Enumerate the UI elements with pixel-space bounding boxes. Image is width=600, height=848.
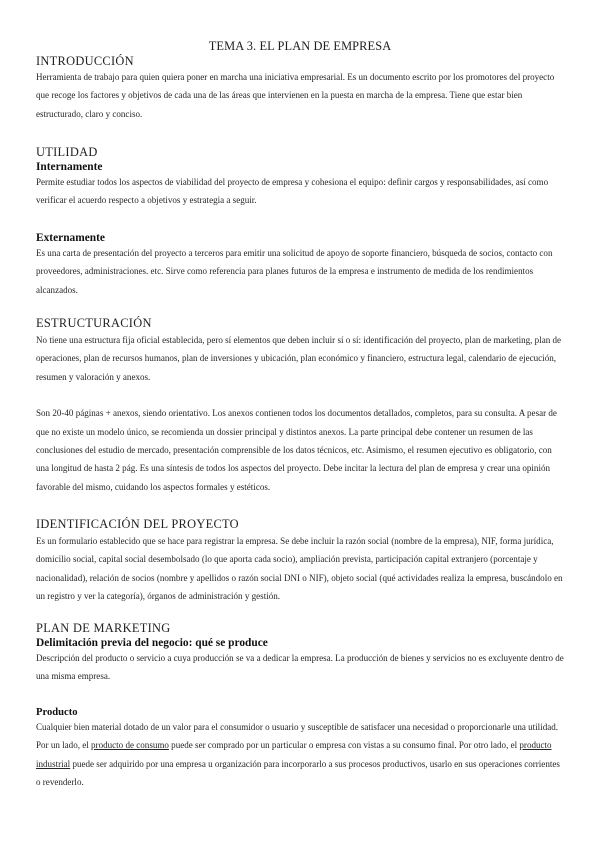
paragraph-introduccion: Herramienta de trabajo para quien quiera poner en marcha una iniciativa empresarial. Es un documento escrito por los promotores del proyecto que recoge los factores y objetivos de cada una de las áreas que intervienen en la puesta en marcha de la empresa. Tiene que estar bien estructurado, claro y conciso.	[36, 72, 555, 119]
paragraph-internamente: Permite estudiar todos los aspectos de viabilidad del proyecto de empresa y cohesiona el equipo: definir cargos y responsabilidades, así como verificar el acuerdo respecto a objetivos y estrategia a seguir.	[36, 177, 549, 206]
section-identificacion	[36, 517, 566, 606]
heading-externamente: Externamente	[36, 232, 105, 244]
heading-utilidad: UTILIDAD	[36, 145, 98, 159]
producto-text-c: puede ser adquirido por una empresa u organización para incorporarlo a sus procesos productivos, usarlo en sus operaciones corrientes o revenderlo.	[36, 758, 560, 788]
section-marketing	[36, 621, 566, 686]
heading-marketing: PLAN DE MARKETING	[36, 621, 171, 635]
producto-text-b: puede ser comprado por un particular o empresa con vistas a su consumo final. Por otro lado, el	[168, 740, 520, 751]
heading-delimitacion: Delimitación previa del negocio: qué se produce	[36, 637, 268, 649]
heading-estructuracion: ESTRUCTURACIÓN	[36, 316, 152, 330]
section-externamente	[36, 232, 566, 299]
heading-identificacion: IDENTIFICACIÓN DEL PROYECTO	[36, 517, 239, 531]
paragraph-estructuracion-2: Son 20-40 páginas + anexos, siendo orientativo. Los anexos contienen todos los documentos detallados, completos, para su consulta. A pesar de que no existe un modelo único, se recomienda un dossier principal y distintos anexos. La parte principal debe contener un resumen de las conclusiones del estudio de mercado, presentación comprensible de los datos técnicos, etc. Asimismo, el resumen ejecutivo es obligatorio, con una longitud de hasta 2 pág. Es una síntesis de todos los aspectos del proyecto. Debe incitar la lectura del plan de empresa y crear una opinión favorable del mismo, cuidando los aspectos formales y estéticos.	[36, 408, 557, 492]
paragraph-estructuracion-1: No tiene una estructura fija oficial establecida, pero sí elementos que deben incluir sí o sí: identificación del proyecto, plan de marketing, plan de operaciones, plan de recursos humanos, plan de inversiones y ubicación, plan económico y financiero, estructura legal, calendario de ejecución, resumen y valoración y anexos.	[36, 335, 562, 382]
producto-text-a: Cualquier bien material dotado de un valor para el consumidor o usuario y susceptible de satisfacer una necesidad o proporcionarle una utilidad. Por un lado, el	[36, 722, 559, 751]
heading-internamente: Internamente	[36, 161, 103, 173]
section-utilidad	[36, 145, 566, 210]
paragraph-identificacion: Es un formulario establecido que se hace para registrar la empresa. Se debe incluir la razón social (nombre de la empresa), NIF, forma jurídica, domicilio social, capital social desembolsado (lo que aporta cada socio), ampliación prevista, participación capital extranjero (porcentaje y nacionalidad), relación de socios (nombre y apellidos o razón social DNI o NIF), objeto social (qué actividades realiza la empresa, buscándolo en un registro y ver la categoría), órganos de administración y gestión.	[36, 536, 563, 602]
paragraph-externamente: Es una carta de presentación del proyecto a terceros para emitir una solicitud de apoyo de soporte financiero, búsqueda de socios, contacto con proveedores, administraciones. etc. Sirve como referencia para planes futuros de la empresa e instrumento de medida de los rendimientos alcanzados.	[36, 248, 553, 295]
section-producto	[36, 707, 566, 792]
document-title: TEMA 3. EL PLAN DE EMPRESA	[208, 39, 392, 53]
heading-introduccion: INTRODUCCIÓN	[36, 54, 134, 68]
heading-producto: Producto	[36, 707, 78, 718]
paragraph-producto	[36, 718, 566, 792]
link-producto-consumo[interactable]: producto de consumo	[91, 740, 169, 751]
link-producto-industrial[interactable]: producto industrial	[36, 740, 552, 769]
paragraph-delimitacion: Descripción del producto o servicio a cuya producción se va a dedicar la empresa. La producción de bienes y servicios no es excluyente dentro de una misma empresa.	[36, 653, 564, 682]
section-estructuracion	[36, 316, 566, 496]
section-introduccion	[36, 54, 566, 123]
